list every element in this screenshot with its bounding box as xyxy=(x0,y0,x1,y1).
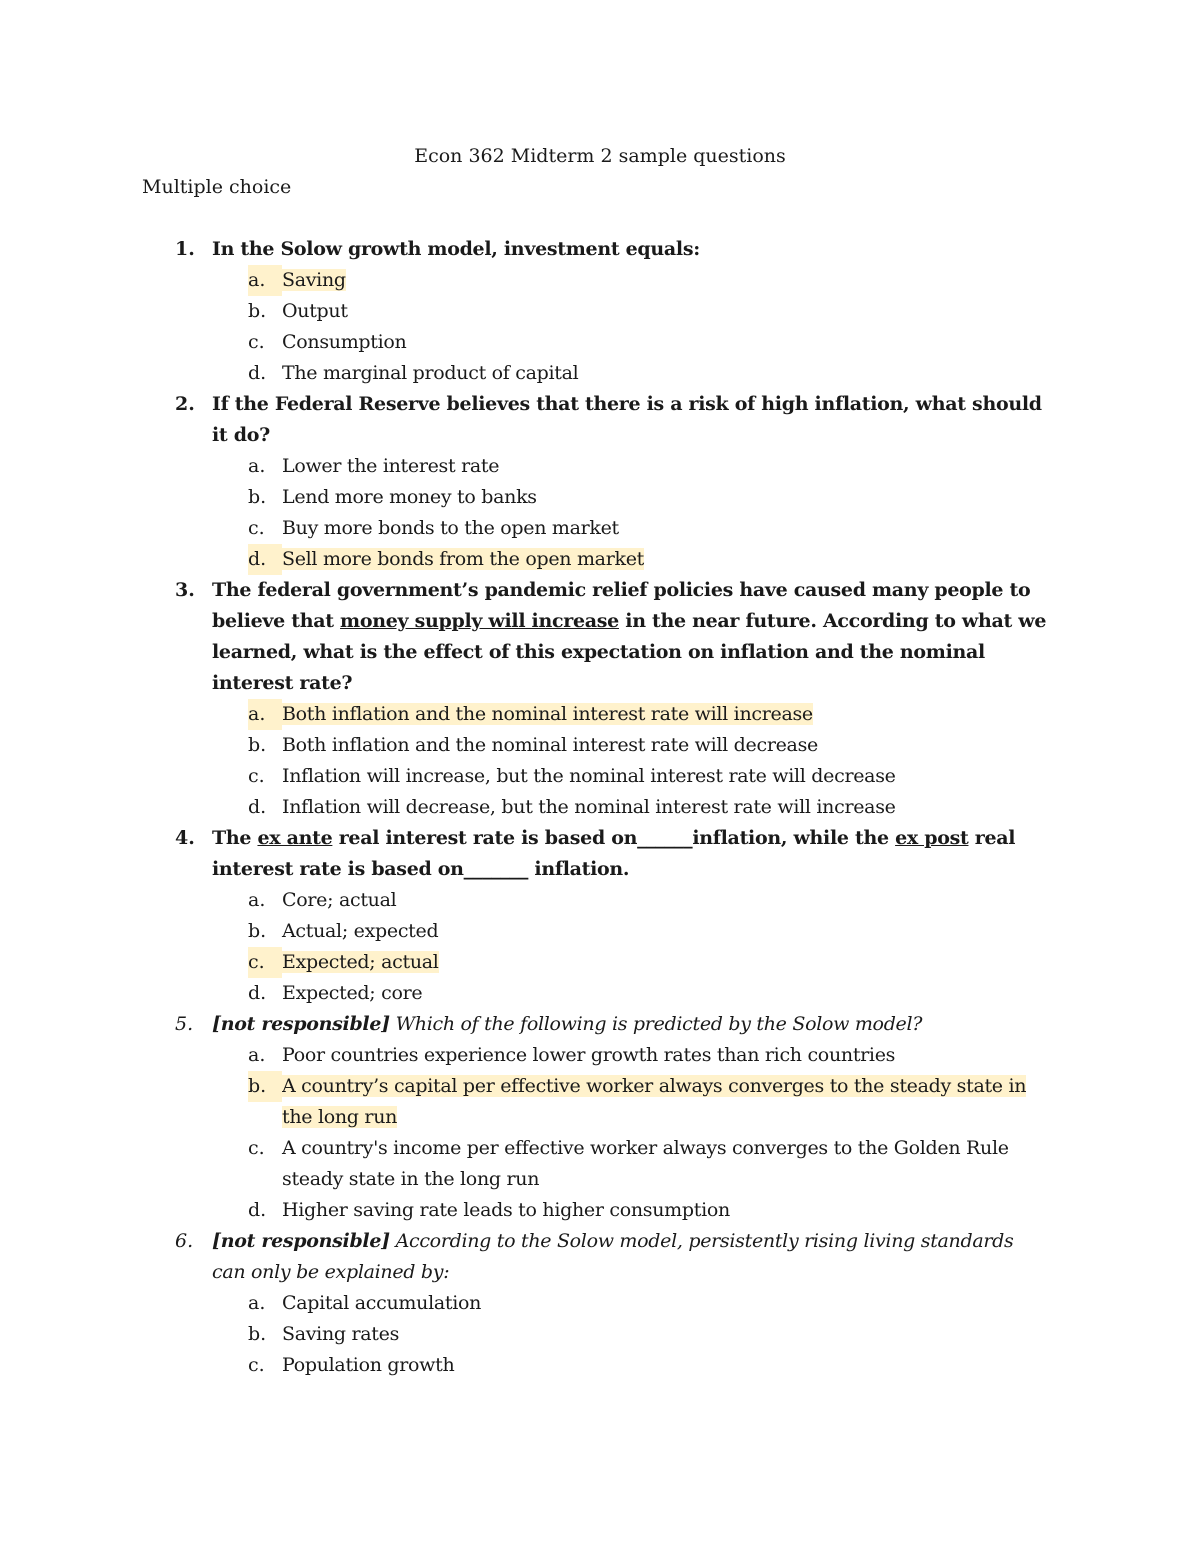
option-c: c. Population growth xyxy=(0,1350,1200,1381)
question-2 xyxy=(0,389,1200,575)
option-list xyxy=(0,1040,1200,1226)
option-text: Output xyxy=(282,300,348,322)
question-number: 3. xyxy=(175,579,195,601)
question-text: [not responsible] Which of the following is predicted by the Solow model? xyxy=(212,1013,923,1035)
option-text: Inflation will increase, but the nominal interest rate will decrease xyxy=(282,765,896,787)
option-text: Buy more bonds to the open market xyxy=(282,517,619,539)
option-list xyxy=(0,451,1200,575)
option-text: Expected; core xyxy=(282,982,423,1004)
option-c: c. Inflation will increase, but the nominal interest rate will decrease xyxy=(0,761,1200,792)
option-text: Higher saving rate leads to higher consumption xyxy=(282,1199,730,1221)
question-text: If the Federal Reserve believes that there is a risk of high inflation, what should it do? xyxy=(212,393,1042,446)
option-text: Consumption xyxy=(282,331,407,353)
question-list xyxy=(0,234,1200,1381)
option-d: d. The marginal product of capital xyxy=(0,358,1200,389)
option-b: b. Both inflation and the nominal interest rate will decrease xyxy=(0,730,1200,761)
option-d: d. Expected; core xyxy=(0,978,1200,1009)
option-c: c. A country's income per effective worker always converges to the Golden Rule steady state in the long run xyxy=(0,1133,1200,1195)
question-3 xyxy=(0,575,1200,823)
question-number: 1. xyxy=(175,238,195,260)
option-text: Expected; actual xyxy=(282,951,439,973)
option-text: Poor countries experience lower growth rates than rich countries xyxy=(282,1044,896,1066)
question-text: [not responsible] According to the Solow model, persistently rising living standards can only be explained by: xyxy=(212,1230,1014,1283)
option-b: b. Output xyxy=(0,296,1200,327)
question-number: 2. xyxy=(175,393,195,415)
option-a: a. Lower the interest rate xyxy=(0,451,1200,482)
underlined-phrase: money supply will increase xyxy=(340,610,619,632)
question-number: 6. xyxy=(175,1230,194,1252)
option-a: a. Poor countries experience lower growth rates than rich countries xyxy=(0,1040,1200,1071)
option-b: b. Actual; expected xyxy=(0,916,1200,947)
question-text: The federal government’s pandemic relief policies have caused many people to believe that money supply will increase in the near future. According to what we learned, what is the effect of this expectation on inflation and the nominal interest rate? xyxy=(212,579,1047,694)
question-5 xyxy=(0,1009,1200,1226)
question-4 xyxy=(0,823,1200,1009)
option-text: Population growth xyxy=(282,1354,455,1376)
option-b: b. Lend more money to banks xyxy=(0,482,1200,513)
question-text: In the Solow growth model, investment equals: xyxy=(212,238,700,260)
option-text: Saving rates xyxy=(282,1323,400,1345)
option-c: c. Buy more bonds to the open market xyxy=(0,513,1200,544)
option-text: Lend more money to banks xyxy=(282,486,537,508)
underlined-phrase: ex ante xyxy=(257,827,333,849)
option-a: a. Capital accumulation xyxy=(0,1288,1200,1319)
question-1 xyxy=(0,234,1200,389)
question-number: 4. xyxy=(175,827,195,849)
option-c: c. Consumption xyxy=(0,327,1200,358)
question-6 xyxy=(0,1226,1200,1381)
option-d: d. Sell more bonds from the open market xyxy=(0,544,1200,575)
option-list xyxy=(0,1288,1200,1381)
option-d: d. Higher saving rate leads to higher consumption xyxy=(0,1195,1200,1226)
not-responsible-tag: [not responsible] xyxy=(212,1230,390,1252)
option-c: c. Expected; actual xyxy=(0,947,1200,978)
option-list xyxy=(0,699,1200,823)
option-a: a. Both inflation and the nominal interest rate will increase xyxy=(0,699,1200,730)
option-list xyxy=(0,265,1200,389)
option-text: Inflation will decrease, but the nominal interest rate will increase xyxy=(282,796,896,818)
document-title: Econ 362 Midterm 2 sample questions xyxy=(414,145,786,167)
option-b: b. Saving rates xyxy=(0,1319,1200,1350)
question-number: 5. xyxy=(175,1013,194,1035)
option-text: A country’s capital per effective worker always converges to the steady state in the long run xyxy=(282,1075,1027,1128)
underlined-phrase: ex post xyxy=(895,827,969,849)
option-d: d. Inflation will decrease, but the nominal interest rate will increase xyxy=(0,792,1200,823)
option-text: Saving xyxy=(282,269,346,291)
not-responsible-tag: [not responsible] xyxy=(212,1013,390,1035)
option-text: A country's income per effective worker always converges to the Golden Rule steady state in the long run xyxy=(282,1137,1009,1190)
question-text: The ex ante real interest rate is based on______inflation, while the ex post real interest rate is based on_______ inflation. xyxy=(212,827,1016,880)
option-text: Actual; expected xyxy=(282,920,439,942)
option-text: Both inflation and the nominal interest rate will increase xyxy=(282,703,813,725)
option-text: The marginal product of capital xyxy=(282,362,579,384)
option-text: Lower the interest rate xyxy=(282,455,500,477)
option-a: a. Saving xyxy=(0,265,1200,296)
option-text: Sell more bonds from the open market xyxy=(282,548,644,570)
option-text: Capital accumulation xyxy=(282,1292,482,1314)
option-a: a. Core; actual xyxy=(0,885,1200,916)
option-b: b. A country’s capital per effective worker always converges to the steady state in the long run xyxy=(0,1071,1200,1133)
option-text: Core; actual xyxy=(282,889,397,911)
section-heading: Multiple choice xyxy=(142,176,292,198)
option-list xyxy=(0,885,1200,1009)
option-text: Both inflation and the nominal interest rate will decrease xyxy=(282,734,818,756)
